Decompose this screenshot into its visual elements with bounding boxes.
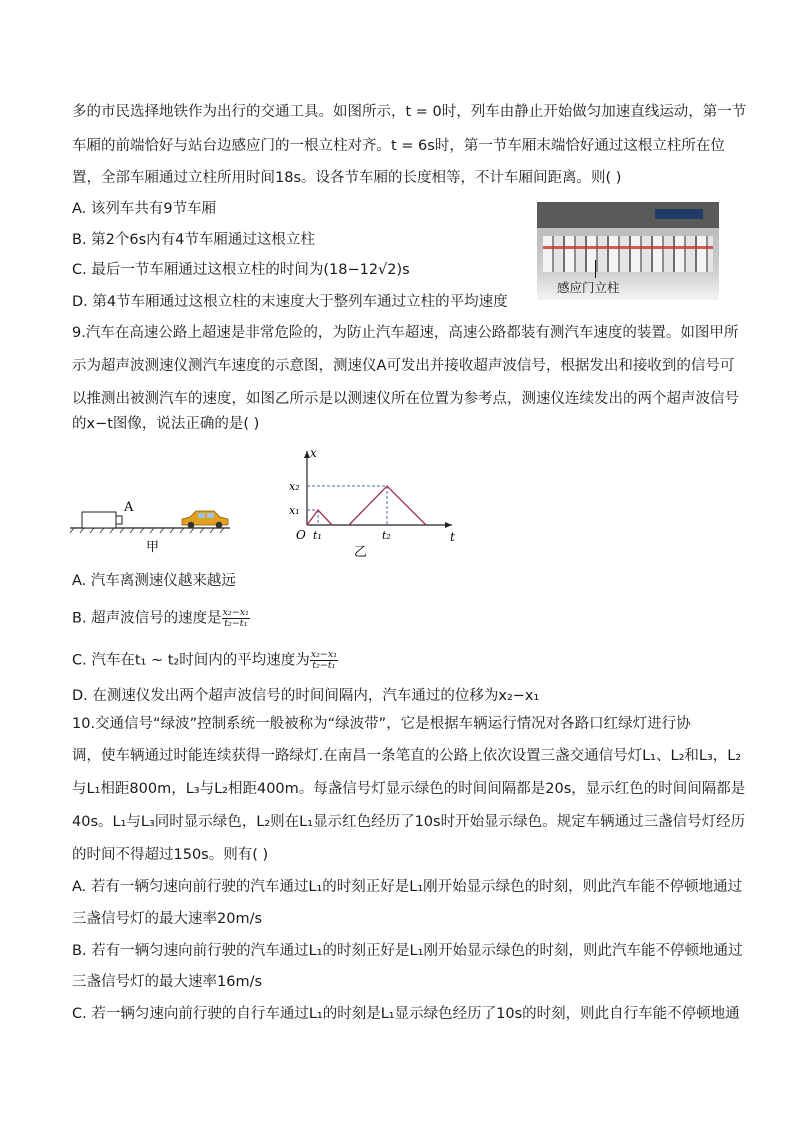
q9-option-c-text: C. 汽车在t₁ ~ t₂时间内的平均速度为 [72,652,310,669]
q10-option-b-line-1: B. 若有一辆匀速向前行驶的汽车通过L₁的时刻正好是L₁刚开始显示绿色的时刻，则此汽车能不停顿地通过 [72,943,743,959]
q10-line-1: 10.交通信号“绿波”控制系统一般被称为“绿波带”，它是根据车辆运行情况对各路口红绿灯进行协 [72,716,691,732]
q10-line-3: 与L₁相距800m，L₃与L₂相距400m。每盏信号灯显示绿色的时间间隔都是20s，显示红色的时间间隔都是 [72,781,746,797]
q8-line-3: 置，全部车厢通过立柱所用时间18s。设各节车厢的长度相等，不计车厢间距离。则( ) [72,170,622,186]
photo-label: 感应门立柱 [557,280,620,295]
fraction-denominator: t₂−t₁ [224,618,248,629]
t-axis-label: t [450,530,455,544]
fraction-numerator: x₂−x₁ [310,649,338,660]
t-axis-arrow [445,522,452,528]
t2-label: t₂ [382,529,391,542]
speed-detector-box [82,512,116,528]
fraction-numerator: x₂−x₁ [222,607,249,618]
x-axis-label: x [310,446,317,460]
origin-label: O [296,528,306,542]
q8-option-a: A. 该列车共有9节车厢 [72,201,217,217]
car-icon [182,511,228,528]
q10-option-b-line-2: 三盏信号灯的最大速率16m/s [72,974,263,990]
figure-jia [70,495,240,560]
q9-option-d: D. 在测速仪发出两个超声波信号的时间间隔内，汽车通过的位移为x₂−x₁ [72,688,540,704]
signal-1-path [307,510,332,525]
q9-line-1: 9.汽车在高速公路上超速是非常危险的，为防止汽车超速，高速公路都装有测汽车速度的装置。如图甲所 [72,325,739,341]
q8-option-c: C. 最后一节车厢通过这根立柱的时间为(18−12√2)s [72,262,410,278]
figure-jia-caption: 甲 [146,540,160,555]
q8-line-2: 车厢的前端恰好与站台边感应门的一根立柱对齐。t = 6s时，第一节车厢末端恰好通过这根立柱所在位 [72,138,725,154]
photo-platform-doors [543,236,713,272]
x1-label: x₁ [289,504,300,517]
q9-line-3: 以推测出被测汽车的速度，如图乙所示是以测速仪所在位置为参考点，测速仪连续发出的两个超声波信号 [72,391,739,407]
ground-hatch [70,528,224,533]
figure-yi [282,443,472,561]
photo-sign [655,209,703,219]
q8-line-1: 多的市民选择地铁作为出行的交通工具。如图所示，t = 0时，列车由静止开始做匀加速直线运动，第一节 [72,104,747,120]
q10-line-5: 的时间不得超过150s。则有( ) [72,847,269,863]
q10-option-a-line-1: A. 若有一辆匀速向前行驶的汽车通过L₁的时刻正好是L₁刚开始显示绿色的时刻，则此汽车能不停顿地通过 [72,879,743,895]
q9-line-2: 示为超声波测速仪测汽车速度的示意图，测速仪A可发出并接收超声波信号，根据发出和接收到的信号可 [72,358,735,374]
q8-option-b: B. 第2个6s内有4节车厢通过这根立柱 [72,232,315,248]
q9-option-c-fraction [310,650,338,671]
q9-option-a: A. 汽车离测速仪越来越远 [72,573,236,589]
fraction-denominator: t₂−t₁ [312,660,336,671]
q9-option-b-text: B. 超声波信号的速度是 [72,610,222,627]
q9-line-4: 的x−t图像，说法正确的是( ) [72,416,260,432]
q10-option-a-line-2: 三盏信号灯的最大速率20m/s [72,911,263,927]
q9-option-b [72,608,250,629]
photo-pointer-line [595,260,596,278]
x2-label: x₂ [289,480,300,493]
q9-option-c [72,650,338,671]
t1-label: t₁ [313,529,322,542]
detector-emitter [116,516,122,524]
subway-platform-photo [537,202,719,300]
q9-option-b-fraction [222,608,250,629]
q10-option-c-line-1: C. 若一辆匀速向前行驶的自行车通过L₁的时刻是L₁显示绿色经历了10s的时刻，则此自行车能不停顿地通 [72,1006,740,1022]
detector-label-a: A [124,500,134,515]
q10-line-2: 调，使车辆通过时能连续获得一路绿灯.在南昌一条笔直的公路上依次设置三盏交通信号灯L₁、L₂和L₃，L₂ [72,748,742,764]
q10-line-4: 40s。L₁与L₃同时显示绿色，L₂则在L₁显示红色经历了10s时开始显示绿色。规定车辆通过三盏信号灯经历 [72,814,746,830]
q8-option-d: D. 第4节车厢通过这根立柱的末速度大于整列车通过立柱的平均速度 [72,294,508,310]
photo-door-stripe [543,246,713,249]
figure-yi-caption: 乙 [354,545,368,560]
